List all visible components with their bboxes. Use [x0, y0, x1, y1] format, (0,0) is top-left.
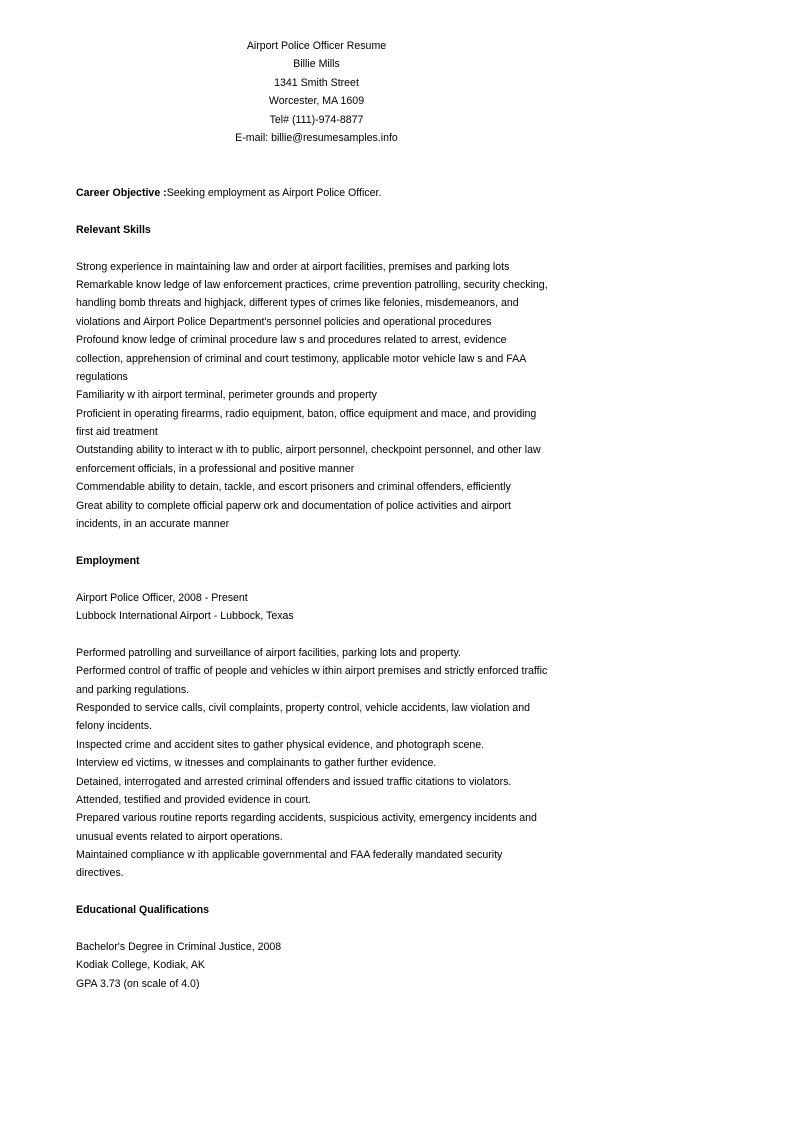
spacer	[76, 625, 556, 643]
career-objective-label: Career Objective :	[76, 187, 167, 199]
skills-line: Commendable ability to detain, tackle, and escort prisoners and criminal offenders, efficiently	[76, 481, 511, 494]
skills-line: Profound know ledge of criminal procedure law s and procedures related to arrest, evidence	[76, 334, 507, 347]
job-employer: Lubbock International Airport - Lubbock, Texas	[76, 609, 294, 622]
duty-line: Detained, interrogated and arrested criminal offenders and issued traffic citations to violators.	[76, 775, 512, 788]
skills-line: Strong experience in maintaining law and order at airport facilities, premises and parking lots	[76, 260, 510, 273]
skills-line: collection, apprehension of criminal and court testimony, applicable motor vehicle law s and FAA	[76, 352, 527, 365]
degree: Bachelor's Degree in Criminal Justice, 2008	[76, 941, 282, 954]
skills-line: enforcement officials, in a professional and positive manner	[76, 462, 355, 475]
city-address: Worcester, MA 1609	[268, 95, 365, 108]
spacer	[76, 920, 556, 938]
phone-number: Tel# (111)-974-8877	[269, 113, 364, 126]
skills-line: first aid treatment	[76, 426, 158, 439]
skills-line: handling bomb threats and highjack, different types of crimes like felonies, misdemeanors, and	[76, 297, 519, 310]
skills-line: regulations	[76, 370, 128, 383]
skills-line: Remarkable know ledge of law enforcement practices, crime prevention patrolling, security checking,	[76, 278, 548, 291]
school: Kodiak College, Kodiak, AK	[76, 959, 205, 972]
skills-line: Outstanding ability to interact w ith to public, airport personnel, checkpoint personnel, and other law	[76, 444, 541, 457]
skills-line: Proficient in operating firearms, radio equipment, baton, office equipment and mace, and providing	[76, 407, 537, 420]
duty-line: Interview ed victims, w itnesses and complainants to gather further evidence.	[76, 757, 437, 770]
duty-line: and parking regulations.	[76, 683, 190, 696]
job-position: Airport Police Officer, 2008 - Present	[76, 591, 248, 604]
resume-body	[76, 184, 556, 993]
spacer	[76, 533, 556, 551]
spacer	[76, 570, 556, 588]
duty-line: felony incidents.	[76, 720, 152, 733]
gpa: GPA 3.73 (on scale of 4.0)	[76, 977, 200, 990]
duty-line: Performed patrolling and surveillance of airport facilities, parking lots and property.	[76, 646, 461, 659]
skills-line: Great ability to complete official paperw ork and documentation of police activities and airport	[76, 499, 511, 512]
employment-heading: Employment	[76, 554, 140, 567]
skills-line: incidents, in an accurate manner	[76, 518, 230, 531]
spacer	[76, 202, 556, 220]
duties-list	[76, 644, 556, 883]
duty-line: Inspected crime and accident sites to gather physical evidence, and photograph scene.	[76, 738, 485, 751]
street-address: 1341 Smith Street	[274, 76, 359, 89]
duty-line: Performed control of traffic of people and vehicles w ithin airport premises and strictly enforced traffic	[76, 665, 548, 678]
career-objective	[76, 184, 556, 202]
skills-line: Familiarity w ith airport terminal, perimeter grounds and property	[76, 389, 377, 402]
skills-line: violations and Airport Police Department's personnel policies and operational procedures	[76, 315, 492, 328]
resume-header	[0, 37, 633, 147]
skills-heading: Relevant Skills	[76, 223, 151, 236]
duty-line: directives.	[76, 867, 124, 880]
skills-list	[76, 258, 556, 534]
duty-line: Maintained compliance w ith applicable governmental and FAA federally mandated security	[76, 849, 503, 862]
email-address: E-mail: billie@resumesamples.info	[235, 131, 398, 144]
candidate-name: Billie Mills	[293, 58, 340, 71]
spacer	[76, 239, 556, 257]
duty-line: Responded to service calls, civil complaints, property control, vehicle accidents, law violation and	[76, 701, 530, 714]
education-heading: Educational Qualifications	[76, 904, 210, 917]
spacer	[76, 883, 556, 901]
document-title: Airport Police Officer Resume	[246, 40, 387, 52]
career-objective-text: Seeking employment as Airport Police Officer.	[166, 187, 382, 199]
duty-line: Attended, testified and provided evidence in court.	[76, 793, 311, 806]
duty-line: unusual events related to airport operations.	[76, 830, 283, 843]
duty-line: Prepared various routine reports regarding accidents, suspicious activity, emergency incidents and	[76, 812, 537, 825]
